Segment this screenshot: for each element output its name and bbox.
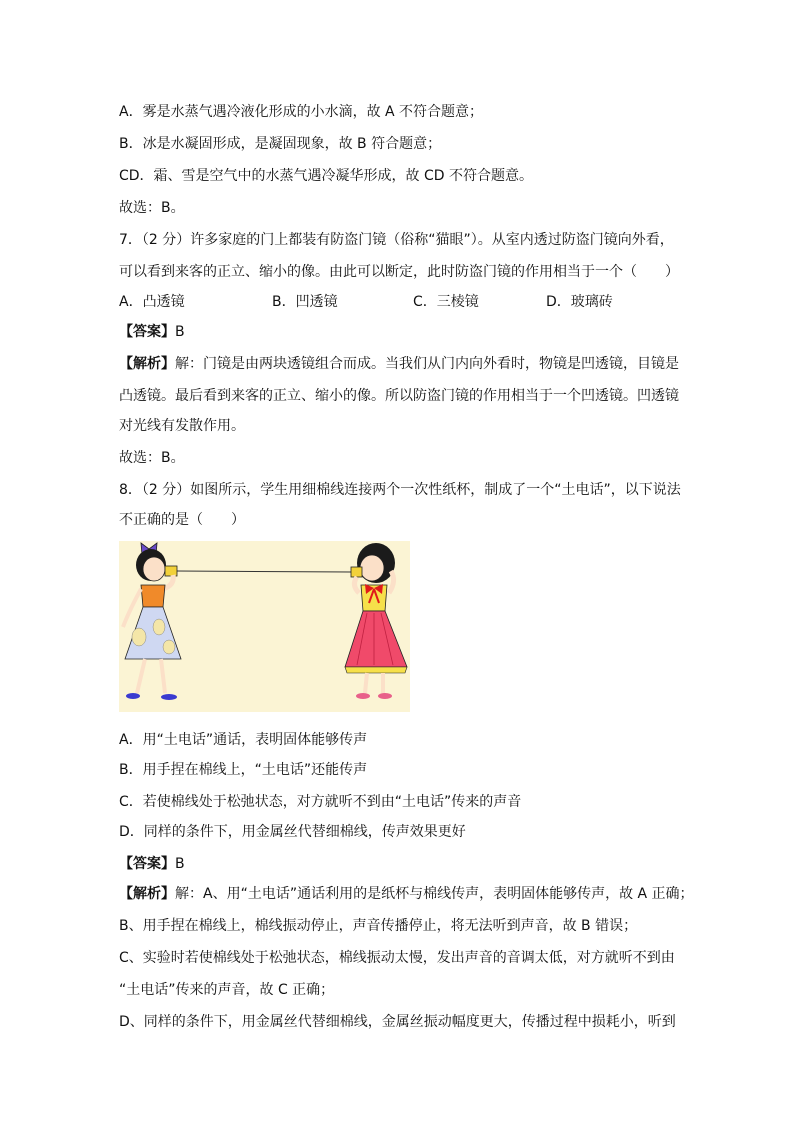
explanation-7-line-2: 凸透镜。最后看到来客的正立、缩小的像。所以防盗门镜的作用相当于一个凹透镜。凹透镜	[119, 388, 679, 404]
explanation-text: 解：门镜是由两块透镜组合而成。当我们从门内向外看时，物镜是凹透镜，目镜是	[175, 356, 679, 372]
explanation-7-line-1	[119, 354, 679, 374]
explanation-8-line-5: D、同样的条件下，用金属丝代替细棉线，金属丝振动幅度更大，传播过程中损耗小，听到	[119, 1014, 676, 1030]
question-8-line-1: 8．（2 分）如图所示，学生用细棉线连接两个一次性纸杯，制成了一个“土电话”，以下说法	[119, 482, 681, 498]
question-8-line-2: 不正确的是（ ）	[119, 512, 245, 528]
explanation-tag: 【解析】	[119, 886, 175, 902]
answer-tag: 【答案】	[119, 856, 175, 872]
answer-line-b: B．冰是水凝固形成，是凝固现象，故 B 符合题意；	[119, 136, 442, 152]
explanation-8-line-4: “土电话”传来的声音，故 C 正确；	[119, 982, 335, 998]
explanation-8-line-1	[119, 884, 694, 904]
right-girl-figure	[345, 543, 407, 699]
explanation-7-line-3: 对光线有发散作用。	[119, 418, 245, 434]
answer-7	[119, 322, 185, 342]
answer-value: B	[175, 324, 185, 340]
q8-option-d: D．同样的条件下，用金属丝代替细棉线，传声效果更好	[119, 824, 466, 840]
question-7-line-2: 可以看到来客的正立、缩小的像。由此可以断定，此时防盗门镜的作用相当于一个（ ）	[119, 264, 679, 280]
answer-8	[119, 854, 185, 874]
left-girl-figure	[123, 543, 181, 700]
explanation-8-line-2: B、用手捏在棉线上，棉线振动停止，声音传播停止，将无法听到声音，故 B 错误；	[119, 918, 638, 934]
choose-line: 故选：B。	[119, 200, 185, 216]
explanation-text: 解：A、用“土电话”通话利用的是纸杯与棉线传声，表明固体能够传声，故 A 正确；	[175, 886, 694, 902]
q8-option-c: C．若使棉线处于松弛状态，对方就听不到由“土电话”传来的声音	[119, 794, 522, 810]
q7-option-b: B．凹透镜	[272, 294, 338, 310]
answer-value: B	[175, 856, 185, 872]
answer-line-a: A．雾是水蒸气遇冷液化形成的小水滴，故 A 不符合题意；	[119, 104, 484, 120]
question-7-line-1: 7．（2 分）许多家庭的门上都装有防盗门镜（俗称“猫眼”）。从室内透过防盗门镜向外看，	[119, 232, 674, 248]
q7-option-a: A．凸透镜	[119, 294, 185, 310]
q8-option-a: A．用“土电话”通话，表明固体能够传声	[119, 732, 368, 748]
q7-option-c: C．三棱镜	[413, 294, 479, 310]
answer-line-cd: CD．霜、雪是空气中的水蒸气遇冷凝华形成，故 CD 不符合题意。	[119, 168, 534, 184]
answer-tag: 【答案】	[119, 324, 175, 340]
q8-option-b: B．用手捏在棉线上，“土电话”还能传声	[119, 762, 368, 778]
string-telephone-illustration	[119, 541, 410, 712]
q7-option-d: D．玻璃砖	[546, 294, 613, 310]
explanation-tag: 【解析】	[119, 356, 175, 372]
choose-line-7: 故选：B。	[119, 450, 185, 466]
explanation-8-line-3: C、实验时若使棉线处于松弛状态，棉线振动太慢，发出声音的音调太低，对方就听不到由	[119, 950, 675, 966]
